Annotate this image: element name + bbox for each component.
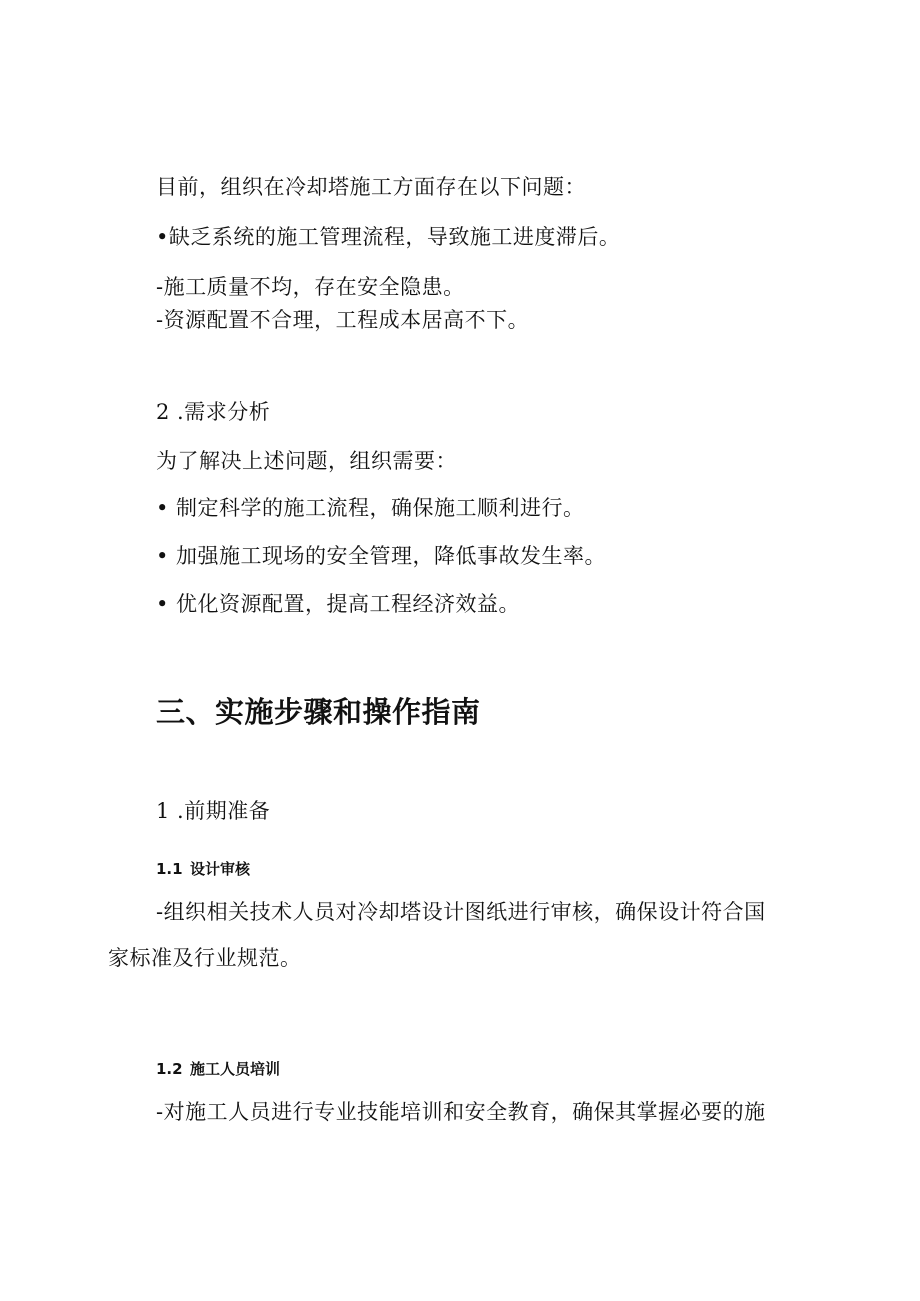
design-review-text-line2: 家标准及行业规范。 <box>108 946 302 970</box>
need-item-resources: • 优化资源配置，提高工程经济效益。 <box>156 592 521 616</box>
need-item-process: • 制定科学的施工流程，确保施工顺利进行。 <box>156 496 585 520</box>
prep-heading: 1 .前期准备 <box>156 799 271 823</box>
subsection-design-review <box>156 858 250 880</box>
problems-intro: 目前，组织在冷却塔施工方面存在以下问题： <box>156 175 586 199</box>
problem-item-quality: -施工质量不均，存在安全隐患。 <box>156 275 465 299</box>
subsection-number: 1.2 <box>156 1060 183 1078</box>
needs-heading: 2 .需求分析 <box>156 400 271 424</box>
section-heading: 三、实施步骤和操作指南 <box>156 695 481 729</box>
need-item-safety: • 加强施工现场的安全管理，降低事故发生率。 <box>156 544 607 568</box>
needs-intro: 为了解决上述问题，组织需要： <box>156 449 457 473</box>
subsection-staff-training <box>156 1058 280 1080</box>
subsection-number: 1.1 <box>156 860 183 878</box>
staff-training-text-line1: -对施工人员进行专业技能培训和安全教育，确保其掌握必要的施 <box>156 1100 766 1124</box>
problem-item-process: •缺乏系统的施工管理流程，导致施工进度滞后。 <box>156 225 621 249</box>
subsection-title: 设计审核 <box>190 860 251 878</box>
design-review-text-line1: -组织相关技术人员对冷却塔设计图纸进行审核，确保设计符合国 <box>156 900 766 924</box>
problem-item-resources: -资源配置不合理，工程成本居高不下。 <box>156 308 530 332</box>
subsection-title: 施工人员培训 <box>190 1060 281 1078</box>
